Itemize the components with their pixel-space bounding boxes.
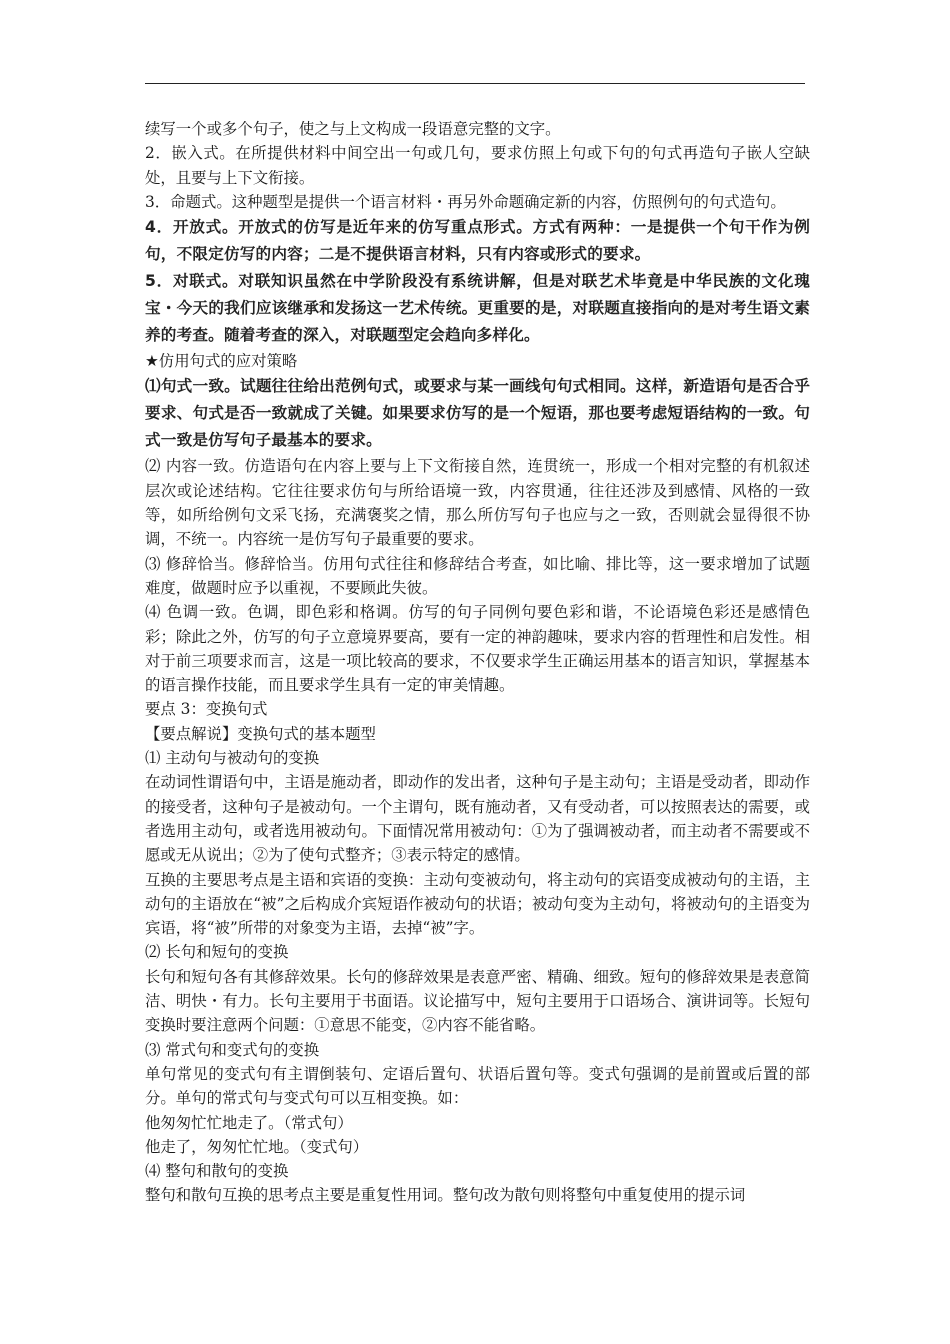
section-heading-point-3: 要点 3：变换句式	[145, 700, 268, 719]
paragraph-continuation: 续写一个或多个句子，使之与上文构成一段语意完整的文字。	[145, 120, 561, 138]
item-heading-active-passive: ⑴ 主动句与被动句的变换	[145, 749, 320, 768]
paragraph-open-type: 4．开放式。开放式的仿写是近年来的仿写重点形式。方式有两种：一是提供一个句干作为例句，不限定仿写的内容；二是不提供语言材料，只有内容或形式的要求。	[145, 218, 810, 264]
paragraph-proposition-type: 3．命题式。这种题型是提供一个语言材料・再另外命题确定新的内容，仿照例句的句式造句。	[145, 192, 786, 211]
header-rule	[145, 83, 805, 84]
example-variant-sentence: 他走了，匆匆忙忙地。（变式句）	[145, 1137, 369, 1156]
paragraph-interchange: 互换的主要思考点是主语和宾语的变换：主动句变被动句，将主动句的宾语变成被动句的主语，主动句的主语放在“被”之后构成介宾短语作被动句的状语；被动句变为主动句，将被动句的主语变为宾语，将“被”所带的对象变为主语，去掉“被”字。	[145, 870, 810, 938]
paragraph-content-consistency: ⑵ 内容一致。仿造语句在内容上要与上下文衔接自然，连贯统一，形成一个相对完整的有机叙述层次或论述结构。它往往要求仿句与所给语境一致，内容贯通，往往还涉及到感情、风格的一致等，如所给例句文采飞扬，充满褒奖之情，那么所仿写句子也应与之一致，否则就会显得很不协调，不统一。内容统一是仿写句子最重要的要求。	[145, 457, 810, 549]
paragraph-rhetoric: ⑶ 修辞恰当。修辞恰当。仿用句式往往和修辞结合考查，如比喻、排比等，这一要求增加了试题难度，做题时应予以重视，不要顾此失彼。	[145, 554, 810, 597]
document-body	[145, 117, 810, 1208]
paragraph-embed-type: 2．嵌入式。在所提供材料中间空出一句或几句，要求仿照上句或下句的句式再造句子嵌人空缺处，且要与上下文衔接。	[145, 144, 810, 187]
paragraph-sentence-consistency: ⑴句式一致。试题往往给出范例句式，或要求与某一画线句句式相同。这样，新造语句是否合乎要求、句式是否一致就成了关键。如果要求仿写的是一个短语，那也要考虑短语结构的一致。句式一致是仿写句子最基本的要求。	[145, 377, 810, 450]
item-heading-parallel-loose: ⑷ 整句和散句的变换	[145, 1162, 289, 1181]
paragraph-active-passive: 在动词性谓语句中，主语是施动者，即动作的发出者，这种句子是主动句；主语是受动者，即动作的接受者，这种句子是被动句。一个主谓句，既有施动者，又有受动者，可以按照表达的需要，或者选用主动句，或者选用被动句。下面情况常用被动句：①为了强调被动者，而主动者不需要或不愿或无从说出；②为了使句式整齐；③表示特定的感情。	[145, 773, 810, 865]
section-subheading-explanation: 【要点解说】变换句式的基本题型	[145, 724, 376, 743]
item-heading-long-short: ⑵ 长句和短句的变换	[145, 943, 289, 962]
paragraph-parallel-loose: 整句和散句互换的思考点主要是重复性用词。整句改为散句则将整句中重复使用的提示词	[145, 1186, 746, 1205]
item-heading-normal-variant: ⑶ 常式句和变式句的变换	[145, 1040, 320, 1059]
paragraph-tone: ⑷ 色调一致。色调，即色彩和格调。仿写的句子同例句要色彩和谐，不论语境色彩还是感情色彩；除此之外，仿写的句子立意境界要高，要有一定的神韵趣味，要求内容的哲理性和启发性。相对于前三项要求而言，这是一项比较高的要求，不仅要求学生正确运用基本的语言知识，掌握基本的语言操作技能，而且要求学生具有一定的审美情趣。	[145, 603, 810, 695]
example-normal-sentence: 他匆匆忙忙地走了。（常式句）	[145, 1113, 353, 1132]
paragraph-long-short: 长句和短句各有其修辞效果。长句的修辞效果是表意严密、精确、细致。短句的修辞效果是表意简洁、明快・有力。长句主要用于书面语。议论描写中，短句主要用于口语场合、演讲词等。长短句变换时要注意两个问题：①意思不能变，②内容不能省略。	[145, 967, 810, 1035]
paragraph-couplet-type: 5．对联式。对联知识虽然在中学阶段没有系统讲解，但是对联艺术毕竟是中华民族的文化瑰宝・今天的我们应该继承和发扬这一艺术传统。更重要的是，对联题直接指向的是对考生语文素养的考查。随着考查的深入，对联题型定会趋向多样化。	[145, 272, 810, 345]
section-heading-strategy: ★仿用句式的应对策略	[145, 352, 298, 371]
paragraph-normal-variant: 单句常见的变式句有主谓倒装句、定语后置句、状语后置句等。变式句强调的是前置或后置的部分。单句的常式句与变式句可以互相变换。如：	[145, 1064, 810, 1108]
